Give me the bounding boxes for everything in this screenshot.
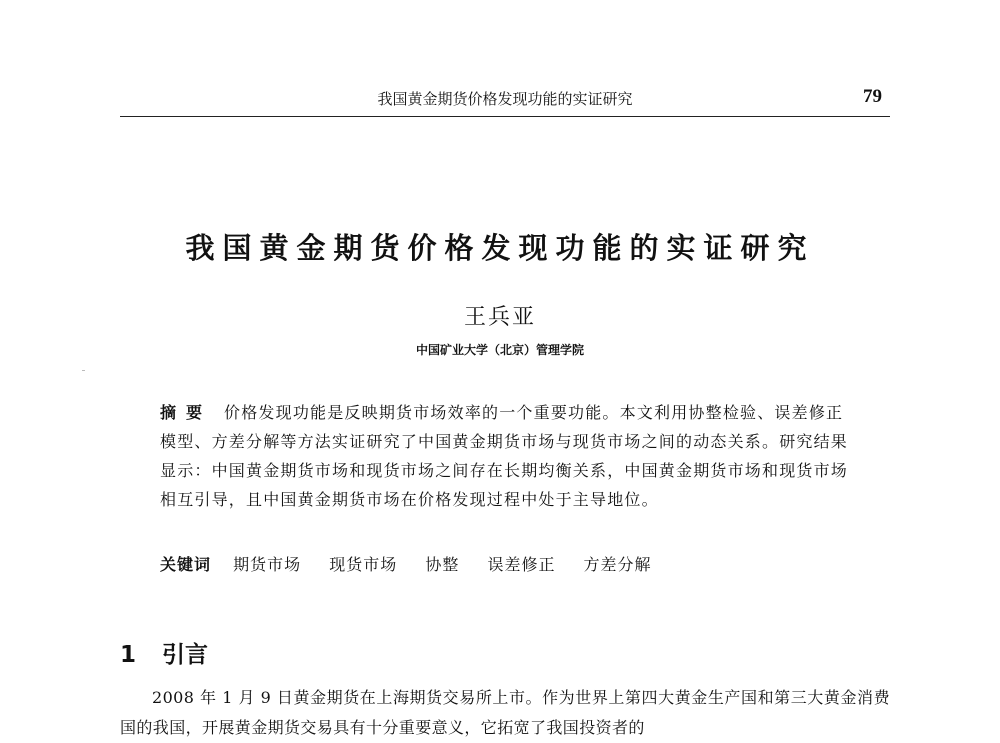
running-title: 我国黄金期货价格发现功能的实证研究 [377, 90, 633, 108]
keyword: 方差分解 [583, 555, 652, 574]
section-heading [120, 636, 208, 669]
keyword: 误差修正 [487, 555, 556, 574]
keywords [160, 552, 860, 575]
abstract-text: 价格发现功能是反映期货市场效率的一个重要功能。本文利用协整检验、误差修正模型、方差分解等方法实证研究了中国黄金期货市场与现货市场之间的动态关系。研究结果显示：中国黄金期货市场和现货市场之间存在长期均衡关系，中国黄金期货市场和现货市场相互引导，且中国黄金期货市场在价格发现过程中处于主导地位。 [160, 403, 849, 509]
section-number: 1 [120, 642, 137, 668]
paper-title: 我国黄金期货价格发现功能的实证研究 [185, 231, 815, 265]
page-number: 79 [863, 86, 882, 107]
body-paragraph: 2008 年 1 月 9 日黄金期货在上海期货交易所上市。作为世界上第四大黄金生产国和第三大黄金消费国的我国，开展黄金期货交易具有十分重要意义，它拓宽了我国投资者的 [120, 688, 890, 737]
abstract-label: 摘要 [160, 403, 213, 422]
keyword: 期货市场 [233, 555, 302, 574]
author-name: 王兵亚 [463, 305, 536, 330]
keywords-label: 关键词 [160, 555, 212, 574]
abstract [160, 398, 860, 514]
keyword: 现货市场 [329, 555, 398, 574]
keyword: 协整 [425, 555, 460, 574]
margin-mark [82, 370, 85, 371]
running-header [120, 86, 890, 117]
author-affiliation: 中国矿业大学（北京）管理学院 [415, 343, 584, 357]
section-title: 引言 [162, 642, 209, 668]
